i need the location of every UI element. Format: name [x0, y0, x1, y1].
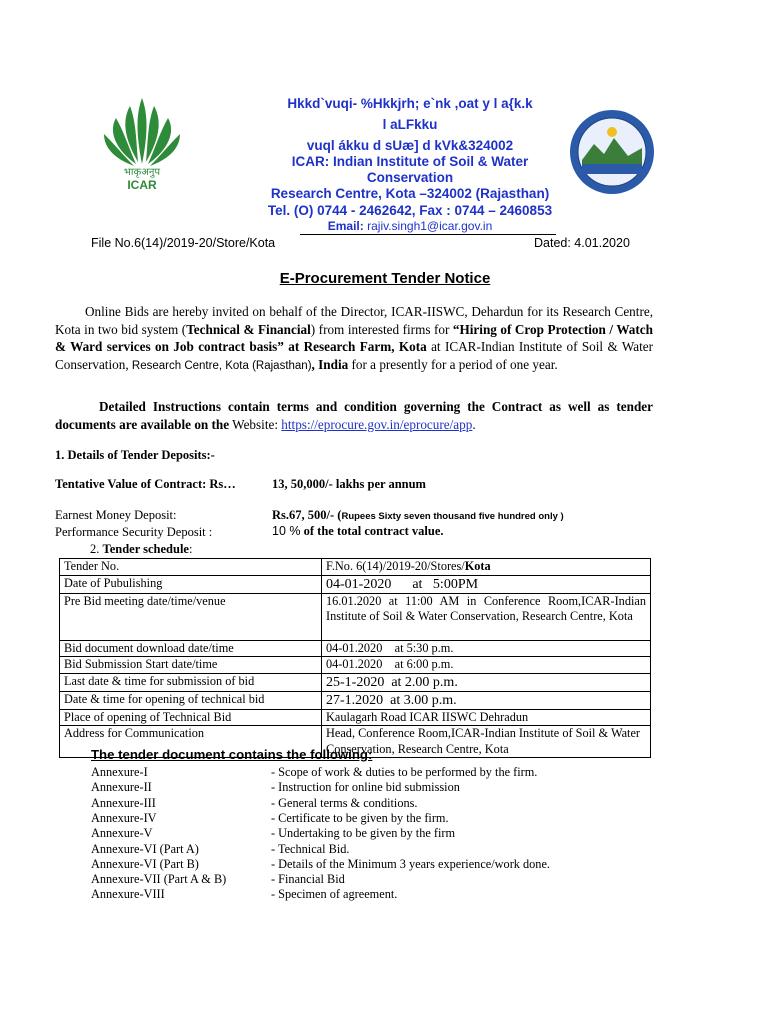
row-value: Head, Conference Room,ICAR-Indian Institute of Soil & Water Conservation, Research Centre, Kota [322, 726, 651, 758]
annexure-name: Annexure-VII (Part A & B) [91, 872, 227, 887]
table-row [60, 673, 651, 691]
schedule-heading-text: Tender schedule [102, 542, 189, 556]
row-value [322, 559, 651, 576]
deposits-heading: 1. Details of Tender Deposits:- [55, 448, 215, 462]
table-row [60, 657, 651, 674]
table-row [60, 709, 651, 726]
instructions-paragraph [55, 398, 653, 433]
instructions-text: Detailed Instructions contain terms and condition governing the Contract as well as tender documents are available on the [55, 399, 653, 432]
hindi-title-line2: l aLFkku [382, 117, 438, 132]
intro-country: , India [311, 356, 349, 372]
phone-fax: Tel. (O) 0744 - 2462642, Fax : 0744 – 2460853 [267, 203, 553, 218]
row-value: 04-01.2020 at 5:30 p.m. [322, 640, 651, 657]
table-row [60, 559, 651, 576]
schedule-heading-num: 2. [90, 542, 103, 556]
contract-value: 13, 50,000/- lakhs per annum [272, 477, 426, 491]
schedule-heading [90, 542, 192, 557]
hindi-title-line1: Hkkd`vuqi- %Hkkjrh; e`nk ,oat y l a{k.k [287, 96, 533, 111]
table-row [60, 575, 651, 593]
emd-label: Earnest Money Deposit: [55, 508, 177, 522]
annexure-name: Annexure-V [91, 826, 153, 841]
row-value: 16.01.2020 at 11:00 AM in Conference Room,ICAR-Indian Institute of Soil & Water Conservation, Research Centre, Kota [322, 593, 651, 640]
list-item [91, 796, 691, 811]
list-item [91, 811, 691, 826]
annexure-name: Annexure-IV [91, 810, 157, 825]
annexure-name: Annexure-II [91, 780, 152, 795]
row-value: Kaulagarh Road ICAR IISWC Dehradun [322, 709, 651, 726]
annexure-name: Annexure-VI (Part A) [91, 841, 199, 856]
website-label: Website: [229, 416, 282, 432]
intro-bid-system: Technical & Financial [186, 321, 311, 337]
list-item [91, 842, 691, 857]
org-name-line1: ICAR: Indian Institute of Soil & Water [291, 154, 529, 169]
header-divider [300, 234, 556, 235]
eprocure-link[interactable]: https://eprocure.gov.in/eprocure/app [281, 416, 473, 432]
org-address: Research Centre, Kota –324002 (Rajasthan) [270, 186, 550, 201]
contents-heading: The tender document contains the following: [91, 747, 373, 762]
intro-text-3: at ICAR-Indian Institute of Soil & Water Conservation, [55, 339, 653, 372]
tender-schedule-table [59, 558, 651, 758]
email-line [200, 219, 620, 233]
annexure-desc: - Certificate to be given by the firm. [271, 810, 449, 825]
row-label: Last date & time for submission of bid [60, 673, 322, 691]
psd-label: Performance Security Deposit : [55, 525, 213, 539]
email-value[interactable]: rajiv.singh1@icar.gov.in [367, 219, 493, 233]
intro-paragraph [55, 303, 653, 375]
intro-location: Research Centre, Kota (Rajasthan) [131, 359, 312, 372]
annexure-desc: - Details of the Minimum 3 years experience/work done. [271, 856, 550, 871]
intro-service-title: “Hiring of Crop Protection / Watch & Ward services on Job contract basis” at Research Farm, Kota [55, 321, 653, 354]
schedule-heading-colon: : [188, 542, 193, 556]
intro-text-2: ) from interested firms for [310, 321, 453, 337]
document-date: Dated: 4.01.2020 [534, 236, 630, 250]
list-item [91, 780, 691, 795]
annexure-desc: - Specimen of agreement. [271, 887, 398, 902]
row-value: 27-1.2020 at 3.00 p.m. [322, 691, 651, 709]
row-label: Date & time for opening of technical bid [60, 691, 322, 709]
row-value: 25-1-2020 at 2.00 p.m. [322, 673, 651, 691]
row-label: Tender No. [60, 559, 322, 576]
row-value: 04-01-2020 at 5:00PM [322, 575, 651, 593]
logo-icar-text: ICAR [127, 178, 157, 192]
table-row [60, 593, 651, 640]
annexure-desc: - Undertaking to be given by the firm [271, 826, 456, 841]
annexure-name: Annexure-III [91, 795, 156, 810]
emd-note: Rupees Sixty seven thousand five hundred only ) [341, 511, 564, 522]
psd-value: of the total contract value. [300, 524, 444, 538]
list-item [91, 857, 691, 872]
annexure-desc: - General terms & conditions. [271, 795, 418, 810]
org-name-line2: Conservation [366, 170, 454, 185]
hindi-title-line3: vuql ákku d sUæ] d kVk&324002 [306, 138, 514, 153]
intro-text-4: for a presently for a period of one year. [348, 356, 558, 372]
annexure-name: Annexure-VI (Part B) [91, 856, 199, 871]
row-label: Place of opening of Technical Bid [60, 709, 322, 726]
logo-hindi-text: भाकृअनुप [123, 167, 161, 178]
file-number: File No.6(14)/2019-20/Store/Kota [91, 236, 276, 250]
list-item [91, 872, 691, 887]
row-label: Bid Submission Start date/time [60, 657, 322, 674]
emd-value: Rs.67, 500/- ( [272, 508, 342, 522]
tender-no-suffix: Kota [464, 559, 491, 573]
tender-no-value: F.No. 6(14)/2019-20/Stores/ [326, 559, 465, 573]
row-label: Bid document download date/time [60, 640, 322, 657]
row-label: Address for Communication [60, 726, 322, 758]
email-label: Email: [327, 219, 364, 233]
contract-value-label: Tentative Value of Contract: Rs… [55, 477, 236, 491]
row-label: Pre Bid meeting date/time/venue [60, 593, 322, 640]
row-value: 04-01.2020 at 6:00 p.m. [322, 657, 651, 674]
list-item [91, 887, 691, 902]
annexure-desc: - Scope of work & duties to be performed by the firm. [271, 765, 538, 779]
instructions-period: . [472, 416, 476, 432]
annexure-desc: - Financial Bid [271, 872, 345, 887]
psd-value-line [272, 524, 444, 539]
table-row [60, 691, 651, 709]
annexure-name: Annexure-I [91, 765, 148, 779]
row-label: Date of Pubulishing [60, 575, 322, 593]
annexure-desc: - Technical Bid. [271, 841, 350, 856]
annexure-name: Annexure-VIII [91, 887, 165, 902]
table-row [60, 640, 651, 657]
list-item [91, 765, 691, 780]
notice-title: E-Procurement Tender Notice [279, 270, 491, 287]
intro-text-1: Online Bids are hereby invited on behalf of the Director, ICAR-IISWC, Dehardun for its Research Centre, Kota in two bid system ( [55, 304, 653, 337]
emd-value-line [272, 508, 564, 523]
annexure-desc: - Instruction for online bid submission [271, 780, 460, 795]
list-item [91, 826, 691, 841]
psd-percent: 10 % [272, 524, 301, 538]
icar-logo [92, 94, 192, 204]
